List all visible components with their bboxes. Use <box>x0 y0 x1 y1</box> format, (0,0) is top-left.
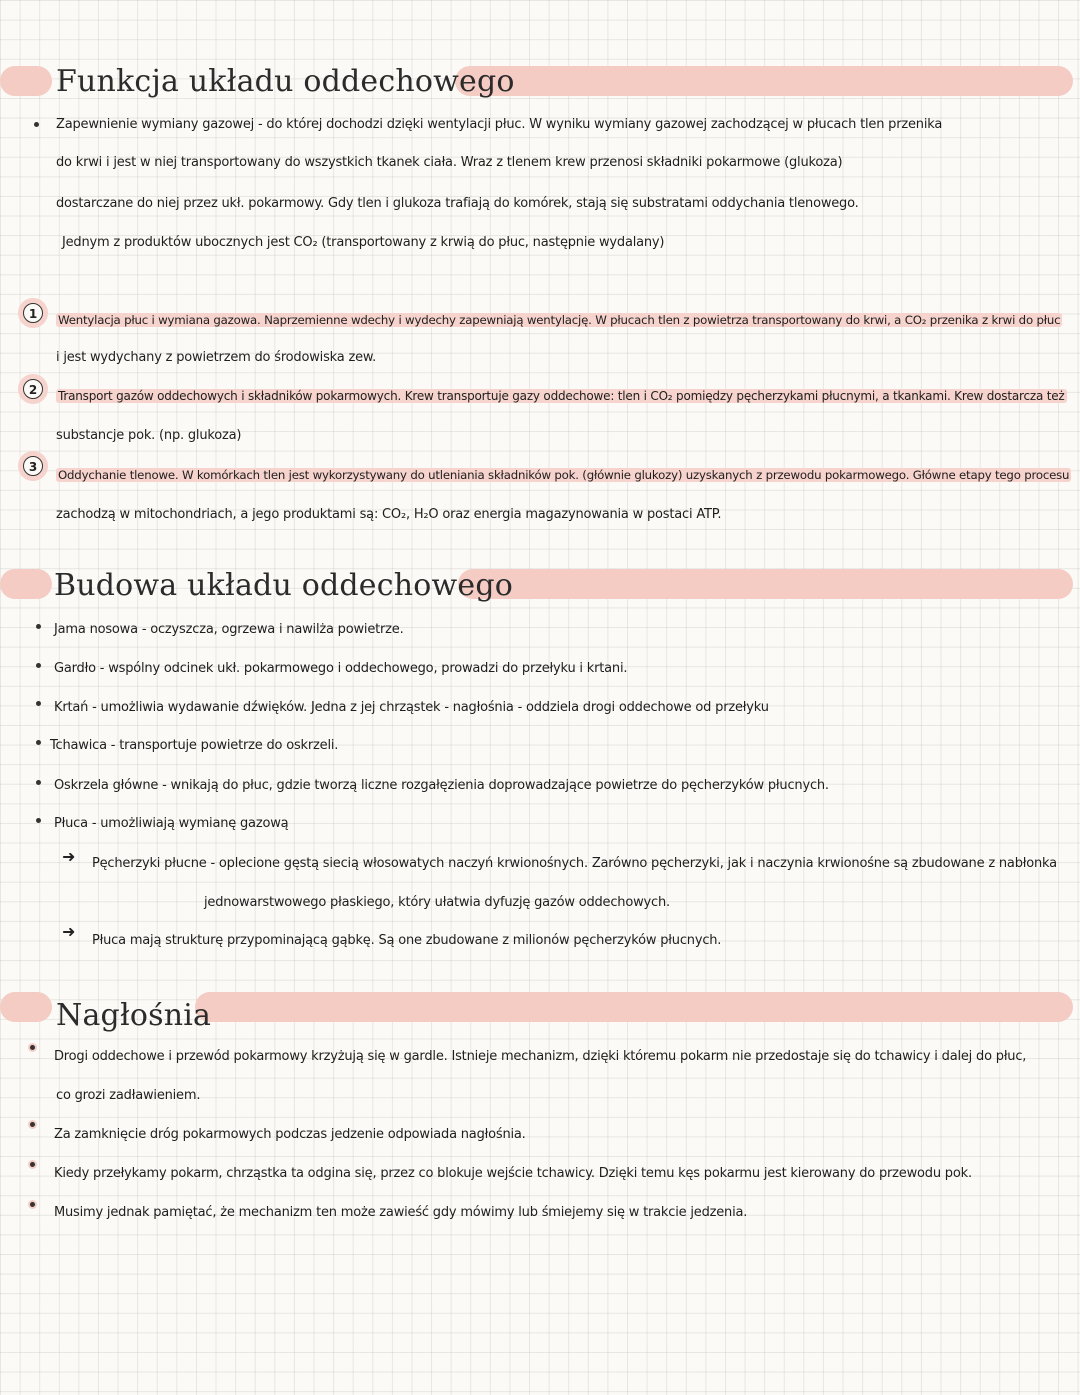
section2-sub-3: Płuca mają strukturę przypominającą gąbkę. Są one zbudowane z milionów pęcherzyków płucnych. <box>92 933 722 948</box>
point3-highlight: Oddychanie tlenowe. W komórkach tlen jest wykorzystywany do utleniania składników pok. (głównie glukozy) uzyskanych z przewodu pokarmowego. Główne etapy tego procesu <box>58 468 1070 482</box>
bullet <box>34 122 39 127</box>
section1-line-2: do krwi i jest w niej transportowany do wszystkich tkanek ciała. Wraz z tlenem krew przenosi składniki pokarmowe (glukoza) <box>56 155 843 170</box>
section3-item-2: Za zamknięcie dróg pokarmowych podczas jedzenie odpowiada nagłośnia. <box>54 1127 526 1142</box>
number-badge-2: 2 <box>23 379 43 399</box>
section3-item-1: Drogi oddechowe i przewód pokarmowy krzyżują się w gardle. Istnieje mechanizm, dzięki któremu pokarm nie przedostaje się do tchawicy i dalej do płuc, <box>54 1049 1027 1064</box>
arrow-right-icon: ➜ <box>62 922 76 941</box>
section2-item-5: Oskrzela główne - wnikają do płuc, gdzie tworzą liczne rozgałęzienia doprowadzające powietrze do pęcherzyków płucnych. <box>54 778 829 793</box>
section2-sub-2: jednowarstwowego płaskiego, który ułatwia dyfuzję gazów oddechowych. <box>204 895 670 910</box>
bullet <box>28 1200 37 1209</box>
point2-line-2: substancje pok. (np. glukoza) <box>56 428 242 443</box>
point1-line-1 <box>56 313 1062 327</box>
bullet <box>36 740 41 745</box>
section3-header-bar <box>0 992 52 1022</box>
section3-item-3: Kiedy przełykamy pokarm, chrząstka ta odgina się, przez co blokuje wejście tchawicy. Dzięki temu kęs pokarmu jest kierowany do przewodu pok. <box>54 1166 972 1181</box>
section2-title: Budowa układu oddechowego <box>54 568 514 603</box>
section1-header-bar <box>0 66 52 96</box>
bullet <box>36 780 41 785</box>
section3-item-4: Musimy jednak pamiętać, że mechanizm ten może zawieść gdy mówimy lub śmiejemy się w trakcie jedzenia. <box>54 1205 748 1220</box>
section2-item-4: Tchawica - transportuje powietrze do oskrzeli. <box>50 738 339 753</box>
number-badge-3: 3 <box>23 456 43 476</box>
bullet <box>36 818 41 823</box>
bullet <box>28 1120 37 1129</box>
section2-item-3: Krtań - umożliwia wydawanie dźwięków. Jedna z jej chrząstek - nagłośnia - oddziela drogi oddechowe od przełyku <box>54 700 769 715</box>
section2-item-2: Gardło - wspólny odcinek ukł. pokarmowego i oddechowego, prowadzi do przełyku i krtani. <box>54 661 628 676</box>
number-badge-1: 1 <box>23 303 43 323</box>
bullet <box>36 663 41 668</box>
point1-highlight: Wentylacja płuc i wymiana gazowa. Naprzemienne wdechy i wydechy zapewniają wentylację. W płucach tlen z powietrza transportowany do krwi, a CO₂ przenika z krwi do płuc <box>58 313 1061 327</box>
section1-header-bar <box>455 66 1073 96</box>
section1-line-4: Jednym z produktów ubocznych jest CO₂ (transportowany z krwią do płuc, następnie wydalany) <box>62 235 665 250</box>
bullet <box>36 701 41 706</box>
point3-line-2: zachodzą w mitochondriach, a jego produktami są: CO₂, H₂O oraz energia magazynowania w postaci ATP. <box>56 507 722 522</box>
section2-header-bar <box>458 569 1073 599</box>
section1-title: Funkcja układu oddechowego <box>56 64 515 99</box>
point1-line-2: i jest wydychany z powietrzem do środowiska zew. <box>56 350 377 365</box>
point2-highlight: Transport gazów oddechowych i składników pokarmowych. Krew transportuje gazy oddechowe: tlen i CO₂ pomiędzy pęcherzykami płucnymi, a tkankami. Krew dostarcza też <box>58 389 1065 403</box>
section3-header-bar <box>195 992 1073 1022</box>
section1-line-3: dostarczane do niej przez ukł. pokarmowy. Gdy tlen i glukoza trafiają do komórek, stają się substratami oddychania tlenowego. <box>56 196 859 211</box>
section2-sub-1: Pęcherzyki płucne - oplecione gęstą siecią włosowatych naczyń krwionośnych. Zarówno pęcherzyki, jak i naczynia krwionośne są zbudowane z nabłonka <box>92 856 1057 871</box>
section2-header-bar <box>0 569 52 599</box>
section1-line-1: Zapewnienie wymiany gazowej - do której dochodzi dzięki wentylacji płuc. W wyniku wymiany gazowej zachodzącej w płucach tlen przenika <box>56 117 943 132</box>
section2-item-1: Jama nosowa - oczyszcza, ogrzewa i nawilża powietrze. <box>54 622 404 637</box>
point2-line-1 <box>56 389 1067 403</box>
bullet <box>28 1160 37 1169</box>
section3-item-1-cont: co grozi zadławieniem. <box>56 1088 201 1103</box>
arrow-right-icon: ➜ <box>62 847 76 866</box>
bullet <box>36 624 41 629</box>
point3-line-1 <box>56 468 1071 482</box>
section2-item-6: Płuca - umożliwiają wymianę gazową <box>54 816 289 831</box>
section3-title: Nagłośnia <box>56 998 212 1033</box>
bullet <box>28 1043 37 1052</box>
